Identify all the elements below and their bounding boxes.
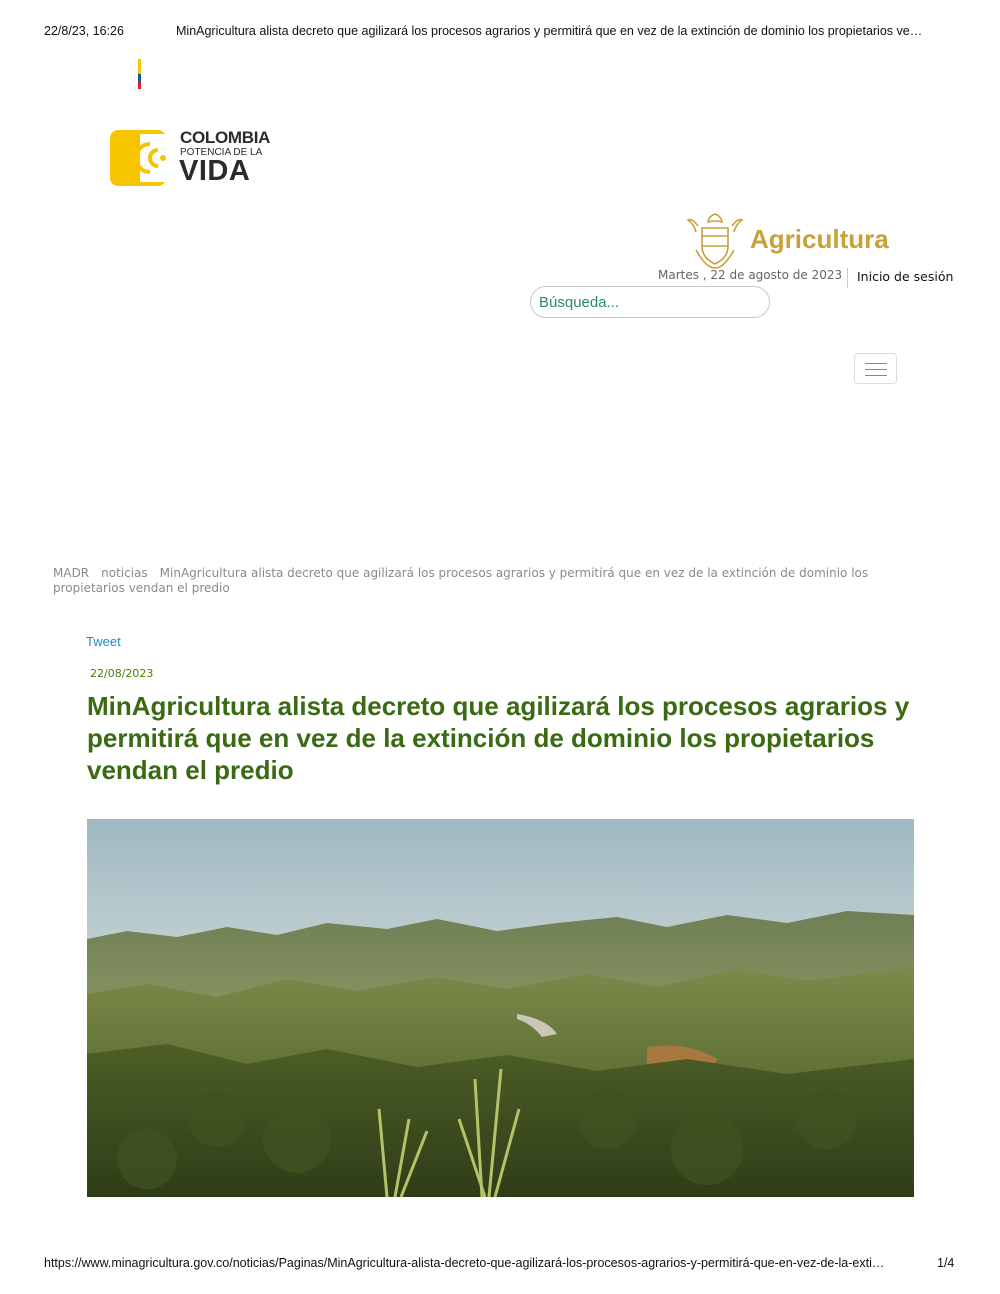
breadcrumb	[53, 566, 933, 596]
logo-line-2: POTENCIA DE LA	[180, 147, 263, 158]
flag-accent-bar	[138, 59, 141, 89]
menu-toggle-button[interactable]	[854, 353, 897, 384]
government-logo[interactable]	[110, 128, 280, 188]
hamburger-icon	[865, 363, 887, 364]
print-url: https://www.minagricultura.gov.co/noticias/Paginas/MinAgricultura-alista-decreto-que-agilizará-los-procesos-agrarios-y-permitirá-que-en-vez-de-la-exti…	[44, 1256, 885, 1270]
print-document-title: MinAgricultura alista decreto que agilizará los procesos agrarios y permitirá que en vez de la extinción de dominio los propietarios ve…	[176, 24, 923, 38]
login-link[interactable]: Inicio de sesión	[857, 269, 954, 284]
ministry-name: Agricultura	[750, 224, 889, 254]
hamburger-icon-line	[865, 375, 887, 376]
print-datetime: 22/8/23, 16:26	[44, 24, 124, 38]
breadcrumb-current: MinAgricultura alista decreto que agilizará los procesos agrarios y permitirá que en vez de la extinción de dominio los propietarios vendan el predio	[53, 566, 869, 595]
tweet-button[interactable]: Tweet	[86, 634, 121, 649]
ministry-logo[interactable]	[686, 210, 916, 270]
divider	[847, 268, 848, 288]
article-title: MinAgricultura alista decreto que agilizará los procesos agrarios y permitirá que en vez de la extinción de dominio los propietarios vendan el predio	[87, 691, 910, 785]
current-date: Martes , 22 de agosto de 2023	[658, 268, 843, 282]
print-header	[0, 24, 1000, 42]
breadcrumb-item-madr[interactable]: MADR	[53, 566, 90, 580]
publication-date: 22/08/2023	[90, 667, 154, 680]
article-hero-image	[87, 819, 914, 1197]
logo-line-3: VIDA	[179, 155, 251, 187]
hamburger-icon-line	[865, 369, 887, 370]
print-page-number: 1/4	[937, 1256, 955, 1270]
logo-line-1: COLOMBIA	[180, 128, 271, 147]
coat-of-arms-icon	[686, 210, 744, 270]
print-footer	[0, 1256, 1000, 1274]
colombia-potencia-logo-icon	[110, 130, 166, 186]
breadcrumb-item-noticias[interactable]: noticias	[101, 566, 148, 580]
search-input[interactable]	[530, 286, 770, 318]
